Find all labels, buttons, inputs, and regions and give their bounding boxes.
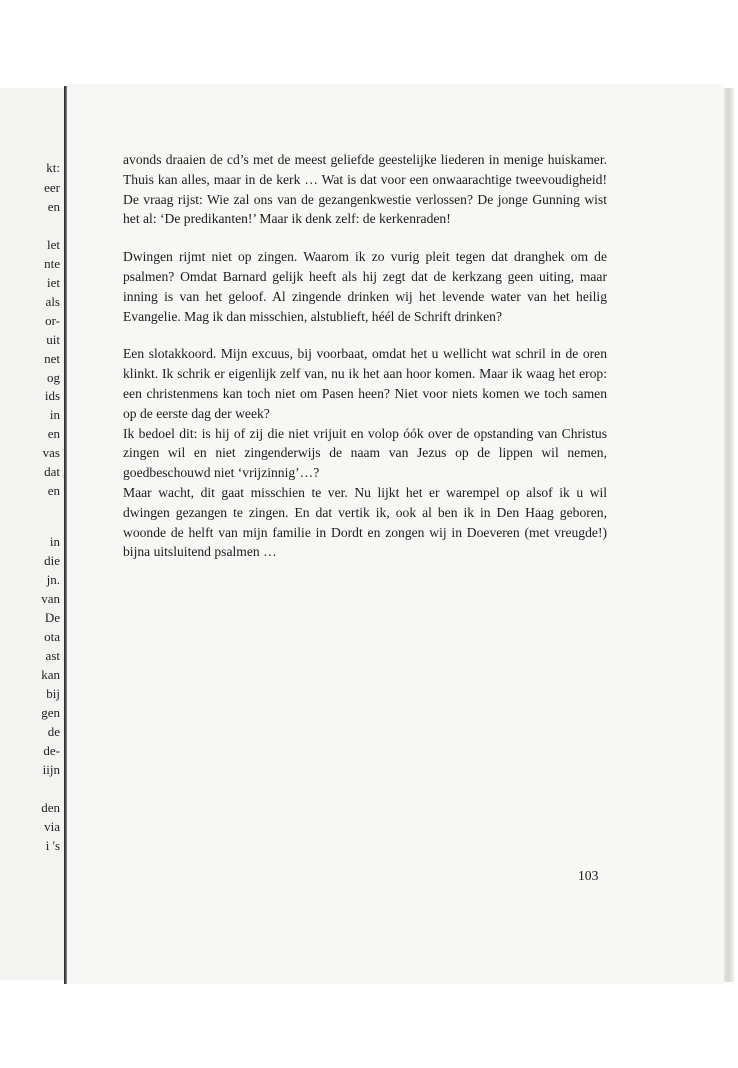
left-page-fragment: en <box>47 426 60 441</box>
left-page-fragment: en <box>47 199 60 214</box>
left-page <box>0 88 68 980</box>
paragraph: Ik bedoel dit: is hij of zij die niet vrijuit en volop óók over de opstanding van Christus zingen wil en niet zingenderwijs de naam van Jezus op de lippen wil nemen, goedbeschouwd niet ‘vrijzinnig’…? <box>123 425 607 481</box>
left-page-fragment: gen <box>41 705 60 720</box>
left-page-fragment: De <box>44 610 60 625</box>
left-page-fragment: og <box>47 370 60 385</box>
paragraph: Dwingen rijmt niet op zingen. Waarom ik zo vurig pleit tegen dat dranghek om de psalmen? Omdat Barnard gelijk heeft als hij zegt dat de kerkzang geen uiting, maar inning is van het geloof. Al zingende drinken wij het levende water van het heilig Evangelie. Mag ik dan misschien, alstublieft, héél de Schrift drinken? <box>123 249 607 324</box>
left-page-fragment: net <box>44 351 60 366</box>
left-page-fragment: ids <box>44 388 60 403</box>
left-page-fragment: i 's <box>45 838 60 853</box>
left-page-fragment: in <box>49 407 60 422</box>
paragraph: avonds draaien de cd’s met de meest geliefde geestelijke liederen in menige huiskamer. Thuis kan alles, maar in de kerk … Wat is dat voor een onwaarachtige tweevoudigheid! De vraag rijst: Wie zal ons van de gezangenkwestie verlossen? De jonge Gunning wist het al: ‘De predikanten!’ Maar ik denk zelf: de kerkenraden! <box>123 152 607 227</box>
left-page-fragment: van <box>41 591 60 606</box>
left-page-fragment: en <box>47 483 60 498</box>
left-page-fragment: jn. <box>46 572 60 587</box>
page-edge <box>724 88 734 982</box>
left-page-fragment: via <box>44 819 60 834</box>
left-page-fragment: de <box>47 724 60 739</box>
left-page-fragment: dat <box>44 464 60 479</box>
left-page-fragment: de- <box>43 743 60 758</box>
paragraph: Een slotakkoord. Mijn excuus, bij voorbaat, omdat het u wellicht wat schril in de oren klinkt. Ik schrik er eigenlijk zelf van, nu ik het aan hoor komen. Maar ik waag het erop: een christenmens kan toch niet om Pasen heen? Niet voor niets komen we toch samen op de eerste dag der week? <box>123 346 607 421</box>
paragraph: Maar wacht, dit gaat misschien te ver. Nu lijkt het er warempel op alsof ik u wil dwingen gezangen te zingen. En dat vertik ik, ook al ben ik in Den Haag geboren, woonde de helft van mijn familie in Dordt en zongen wij in Doeveren (met vreugde!) bijna uitsluitend psalmen … <box>123 484 607 560</box>
body-text <box>123 150 607 562</box>
left-page-fragment: uit <box>46 332 60 347</box>
left-page-fragment: die <box>44 553 60 568</box>
left-page-fragment: bij <box>46 686 60 701</box>
left-page-fragment: nte <box>44 256 60 271</box>
left-page-fragment: kt: <box>46 160 60 175</box>
page-number: 103 <box>578 868 599 883</box>
left-page-fragment: den <box>41 800 60 815</box>
left-page-fragment: eer <box>44 180 60 195</box>
left-page-fragment: or- <box>45 313 60 328</box>
left-page-fragment: kan <box>41 667 60 682</box>
left-page-fragment: als <box>45 294 60 309</box>
left-page-fragment: iijn <box>42 762 60 777</box>
left-page-fragment: in <box>49 534 60 549</box>
left-page-fragment: iet <box>47 275 60 290</box>
left-page-fragment: ota <box>44 629 60 644</box>
left-page-fragment: let <box>47 237 60 252</box>
left-page-fragment: ast <box>45 648 60 663</box>
left-page-fragment: vas <box>42 445 60 460</box>
